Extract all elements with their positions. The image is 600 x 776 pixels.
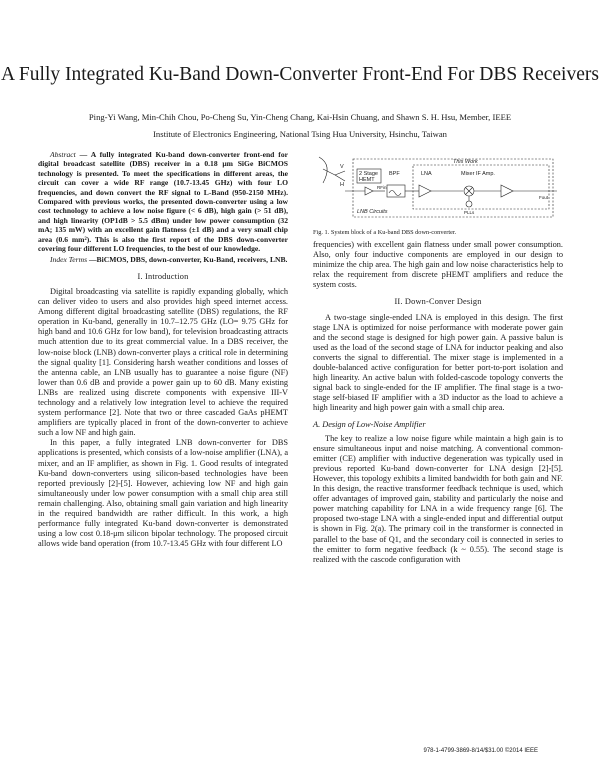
index-terms-body: —BiCMOS, DBS, down-converter, Ku-Band, receivers, LNB.	[87, 255, 288, 265]
intro-paragraph-2: In this paper, a fully integrated LNB down-converter for DBS applications is presented, which consists of a low-noise amplifier (LNA), a mixer, and an IF amplifier, as shown in Fig. 1. Good results of integrated Ku-band down-converters using silicon-based technologies have been reported previously [2]-[5]. However, achieving low NF and high gain simultaneously under low power consumption with a small chip area still remain challenging. Also, obtaining small gain variation and high linearity in the required bandwidth are rather difficult. In this work, a high performance fully integrated Ku-band down-converter is demonstrated using a low cost 0.18-μm silicon bipolar technology. The proposed circuit allows wide band operation (from 10.7-13.45 GHz with four different LO	[38, 438, 288, 549]
hemt-label: HEMT	[359, 177, 375, 183]
label-v: V	[340, 164, 344, 170]
section-heading-introduction: I. Introduction	[137, 271, 189, 281]
pll-oscillator-icon	[466, 201, 472, 207]
stage-label: 2 Stage	[359, 171, 378, 177]
pll-label: PLLs	[464, 210, 475, 215]
lna-paragraph-1: The key to realize a low noise figure while maintain a high gain is to ensure simultaneous input and noise matching. A conventional common-emitter (CE) amplifier with inductive degeneration was typically used in previous reported Ku-band down-converter for LNA design [2]-[5]. However, this topology exhibits a limited bandwidth for both gain and NF. In this design, the reactive transformer feedback technique is used, which offer advantages of improved gain, stability and particularly the noise and power matching capability for LNA in a wide frequency range [6]. The proposed two-stage LNA with a single-ended input and differential output is shown in Fig. 2(a). The primary coil in the transformer is connected in parallel to the base of Q1, and the secondary coil is connected in series to the emitter to form negative feedback (k ~ 0.55). The second stage is realized with the cascode configuration with	[313, 433, 563, 564]
feed-line	[323, 169, 335, 175]
paper-title: A Fully Integrated Ku-Band Down-Converter Front-End For DBS Receivers	[1, 64, 599, 85]
subsection-heading-lna: A. Design of Low-Noise Amplifier	[313, 419, 426, 429]
rf-in-label: RFin	[377, 185, 387, 190]
intro-continuation: frequencies) with excellent gain flatness under small power consumption. Also, only four inductive components are employed in our design to minimize the chip area. The high gain and low noise characteristics help to relax the requirement from discrete pHEMT amplifiers and reduce the system costs.	[313, 240, 563, 290]
dish-antenna-icon	[319, 157, 327, 183]
this-work-label: This Work	[453, 159, 478, 165]
index-terms	[38, 255, 288, 264]
affiliation: Institute of Electronics Engineering, National Tsing Hua University, Hsinchu, Taiwan	[153, 129, 447, 139]
label-h: H	[340, 182, 344, 188]
bpf-label: BPF	[389, 171, 400, 177]
right-column-continuation	[313, 240, 563, 565]
lna-label: LNA	[421, 171, 432, 177]
hemt-amp-symbol	[365, 187, 373, 195]
bpf-block	[387, 185, 405, 197]
abstract	[38, 150, 288, 253]
figure-1-block-diagram	[313, 153, 561, 225]
lna-amp-symbol	[419, 185, 431, 197]
section-heading-design: II. Down-Conver Design	[394, 297, 482, 307]
abstract-lead: Abstract	[50, 150, 76, 159]
f-out-label: Fout	[539, 195, 549, 200]
author-list: Ping-Yi Wang, Min-Chih Chou, Po-Cheng Su, Yin-Cheng Chang, Kai-Hsin Chuang, and Shawn S. H. Hsu, Member, IEEE	[88, 112, 512, 122]
page-footer: 978-1-4799-3869-8/14/$31.00 ©2014 IEEE	[423, 748, 538, 754]
if-amp-symbol	[501, 185, 513, 197]
intro-paragraph-1: Digital broadcasting via satellite is rapidly expanding globally, which can deliver video to users and also provides high speed internet access. Among different digital broadcasting satellite (DBS) regulations, the RF operation in Ku-band, generally in 10.7–12.75 GHz (LO= 9.75 GHz for high band and 10.6 GHz for low band), for television broadcasting attracts much attention due to its great commercial value. In a DBS receiver, the low-noise block (LNB) down-converter plays a critical role in determining the signal quality [1]. Considering harsh weather conditions and losses of the antenna cable, an LNB usually has to guarantee a noise figure (NF) lower than 0.6 dB and provide a power gain up to 60 dB. Many existing LNBs are realized using discrete components with expensive III-V technology and a relatively low integration level to achieve the required system performance [2]. Note that two or three cascaded GaAs pHEMT amplifiers are typically placed in front of the down-converter to achieve such a low NF and high gain.	[38, 286, 288, 438]
index-terms-lead: Index Terms	[50, 255, 88, 265]
mixer-if-label: Mixer IF Amp.	[461, 171, 495, 177]
lnb-circuits-label: LNB Circuits	[357, 209, 388, 215]
figure-1-caption: Fig. 1. System block of a Ku-band DBS down-converter.	[313, 229, 457, 236]
design-paragraph-1: A two-stage single-ended LNA is employed in this design. The first stage LNA is optimized for noise performance with moderate power gain and the second stage is designed for high power gain. A passive balun is used as the load of the second stage of LNA for inductor peaking and also converts the signal to differential. The mixer stage is implemented in a double-balanced active configuration for better port-to-port isolation and high linearity. An active balun with folded-cascode topology converts the signal back to single-ended for the IF amplifier. The final stage is a two-stage self-biased IF amplifier with a 3D inductor as the load to achieve a high linearity and high power gain with a small chip area.	[313, 312, 563, 413]
bpf-wave	[389, 191, 401, 196]
abstract-body: — A fully integrated Ku-band down-converter front-end for digital broadcast satellite (DBS) receiver in a 0.18 μm SiGe BiCMOS technology is presented. To meet the specifications in different areas, the circuit can cover a wide RF range (10.7-13.45 GHz) with four LO frequencies, and down convert the RF signal to L-Band (950-2150 MHz). Compared with previous works, the presented down-converter using a low cost technology to achieve a low noise figure (< 6 dB), high gain (> 51 dB), and high linearity (OP1dB > 5.5 dBm) under low power consumption (32 mA; 135 mW) with an excellent gain flatness (±1 dB) and a very small chip area (0.6 mm²). This is also the first report of the DBS down-converter covering four different LO frequencies, to the best of our knowledge.	[38, 150, 288, 254]
left-column	[38, 150, 288, 549]
